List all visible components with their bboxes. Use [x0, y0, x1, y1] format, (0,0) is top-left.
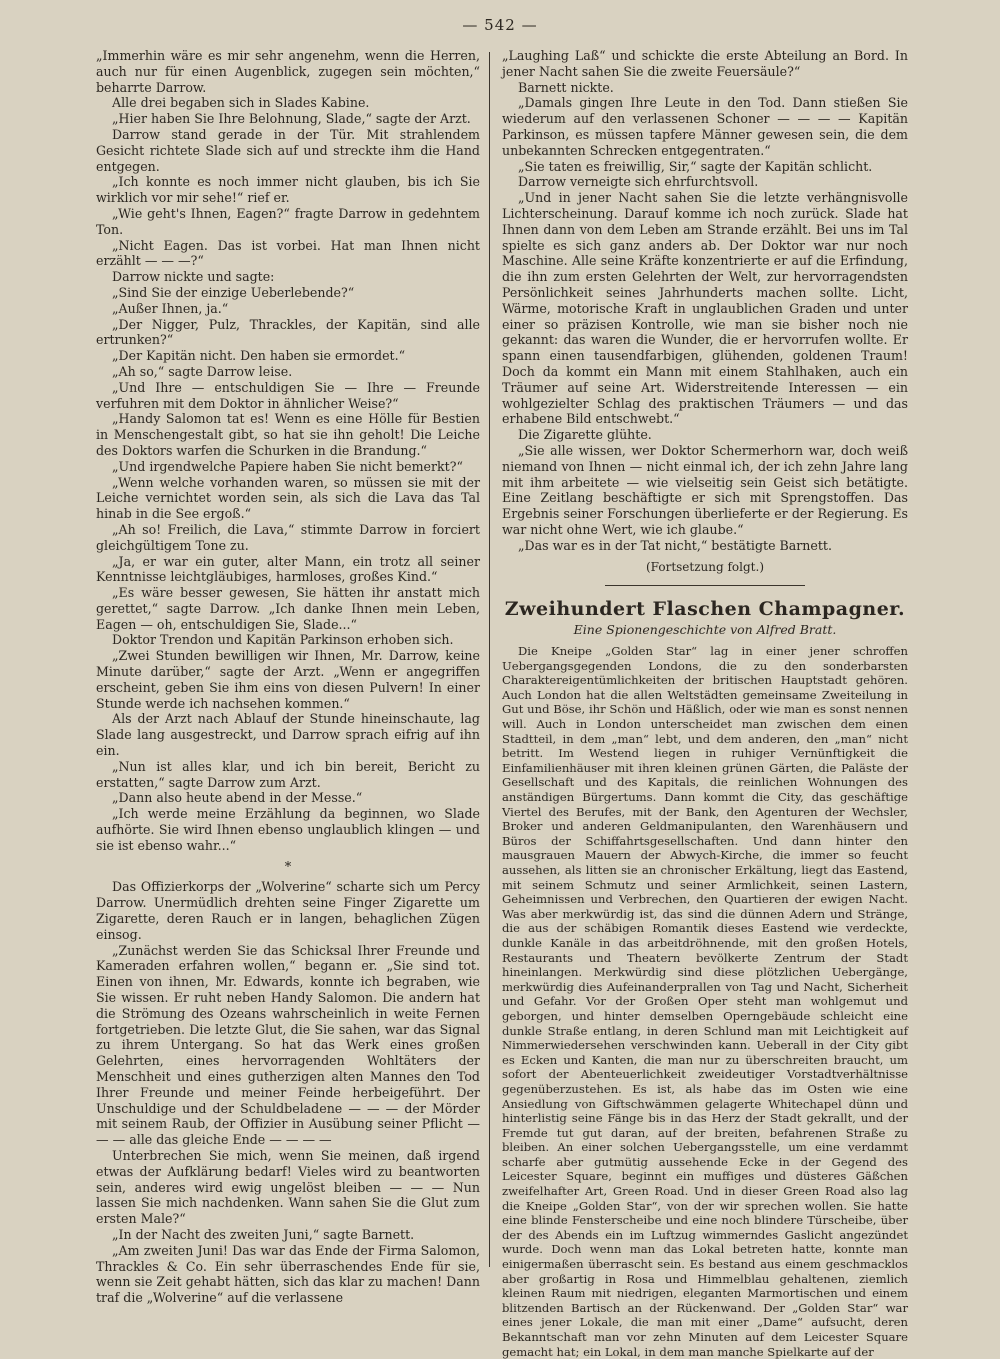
- paragraph: „Sie alle wissen, wer Doktor Schermerhorn war, doch weiß niemand von Ihnen — nicht einmal ich, der ich zehn Jahre lang mit ihm arbeitete — wie vielseitig sein Geist sich betätigte. Eine Zeitlang beschäftigte er sich mit Sprengstoffen. Das Ergebnis seiner Forschungen überlieferte er der Regierung. Es war nicht ohne Wert, wie ich glaube.“: [502, 442, 908, 537]
- story-body: [502, 644, 908, 1359]
- left-column-text: [96, 48, 480, 854]
- right-column: [502, 48, 908, 1359]
- paragraph: Darrow verneigte sich ehrfurchtsvoll.: [518, 174, 759, 190]
- paragraph: „Wie geht's Ihnen, Eagen?“ fragte Darrow in gedehntem Ton.: [96, 205, 480, 237]
- paragraph: „Wenn welche vorhanden waren, so müssen sie mit der Leiche vernichtet worden sein, als sich die Lava das Tal hinab in die See ergoß.“: [96, 474, 480, 522]
- continued-note: (Fortsetzung folgt.): [646, 559, 764, 574]
- paragraph: „Sie taten es freiwillig, Sir,“ sagte der Kapitän schlicht.: [518, 158, 873, 174]
- right-column-text: [502, 48, 908, 554]
- paragraph: „Laughing Laß“ und schickte die erste Abteilung an Bord. In jener Nacht sahen Sie die zweite Feuersäule?“: [502, 48, 908, 79]
- paragraph: „Ich konnte es noch immer nicht glauben, bis ich Sie wirklich vor mir sehe!“ rief er.: [96, 174, 480, 206]
- paragraph: „Sind Sie der einzige Ueberlebende?“: [112, 284, 355, 300]
- column-divider: [489, 52, 490, 1267]
- paragraph: Alle drei begaben sich in Slades Kabine.: [112, 95, 370, 111]
- paragraph: „In der Nacht des zweiten Juni,“ sagte Barnett.: [112, 1226, 415, 1242]
- paragraph: „Außer Ihnen, ja.“: [112, 300, 229, 316]
- paragraph: „Der Nigger, Pulz, Thrackles, der Kapitän, sind alle ertrunken?“: [96, 316, 480, 348]
- section-break: *: [284, 859, 292, 875]
- paragraph: „Ja, er war ein guter, alter Mann, ein trotz all seiner Kenntnisse leichtgläubiges, harmloses, großes Kind.“: [96, 553, 480, 585]
- story-subtitle: Eine Spionengeschichte von Alfred Bratt.: [573, 622, 837, 638]
- paragraph: „Das war es in der Tat nicht,“ bestätigte Barnett.: [518, 537, 832, 553]
- paragraph: „Zwei Stunden bewilligen wir Ihnen, Mr. Darrow, keine Minute darüber,“ sagte der Arzt. „Wenn er angegriffen erscheint, geben Sie ihm eins von diesen Pulvern! In einer Stunde werde ich nachsehen kommen.“: [96, 648, 480, 711]
- paragraph: Darrow nickte und sagte:: [112, 269, 275, 285]
- paragraph: „Nun ist alles klar, und ich bin bereit, Bericht zu erstatten,“ sagte Darrow zum Arzt.: [96, 758, 480, 790]
- paragraph: Das Offizierkorps der „Wolverine“ scharte sich um Percy Darrow. Unermüdlich drehten seine Finger Zigarette um Zigarette, deren Rauch er in langen, behaglichen Zügen einsog.: [96, 879, 480, 942]
- paragraph: „Damals gingen Ihre Leute in den Tod. Dann stießen Sie wiederum auf den verlassenen Schoner — — — — Kapitän Parkinson, es müssen tapfere Männer gewesen sein, die dem unbekannten Schrecken entgegentraten.“: [502, 95, 908, 158]
- paragraph: „Der Kapitän nicht. Den haben sie ermordet.“: [112, 348, 406, 364]
- page-number: — 542 —: [462, 16, 538, 34]
- story-title: Zweihundert Flaschen Champagner.: [504, 598, 906, 621]
- paragraph: „Zunächst werden Sie das Schicksal Ihrer Freunde und Kameraden erfahren wollen,“ begann er. „Sie sind tot. Einen von ihnen, Mr. Edwards, konnte ich begraben, wie Sie wissen. Er ruht neben Handy Salomon. Die andern hat die Strömung des Ozeans wahrscheinlich in weite Fernen fortgetrieben. Die letzte Glut, die Sie sahen, war das Signal zu ihrem Untergang. So hat das Werk eines großen Gelehrten, eines hervorragenden Wohltäters der Menschheit und eines gutherzigen alten Mannes den Tod Ihrer Freunde und meiner Feinde herbeigeführt. Der Unschuldige und der Schuldbeladene — — — der Mörder mit seinem Raub, der Offizier in Ausübung seiner Pflicht — — — alle das gleiche Ende — — — —: [96, 942, 480, 1148]
- paragraph: Unterbrechen Sie mich, wenn Sie meinen, daß irgend etwas der Aufklärung bedarf! Vieles wird zu beantworten sein, anderes wird ewig ungelöst bleiben — — — Nun lassen Sie mich nachdenken. Wann sahen Sie die Glut zum ersten Male?“: [96, 1147, 480, 1227]
- paragraph: „Und in jener Nacht sahen Sie die letzte verhängnisvolle Lichterscheinung. Darauf komme ich noch zurück. Slade hat Ihnen dann von dem Leben am Strande erzählt. Bei uns im Tal spielte es sich ganz anders ab. Der Doktor war nur noch Maschine. Alle seine Kräfte konzentrierte er auf die Erfindung, die ihn zum ersten Gelehrten der Welt, zur hervorragendsten Persönlichkeit seines Jahrhunderts machen sollte. Licht, Wärme, motorische Kraft in unglaublichen Graden und unter einer so präzisen Kontrolle, wie man sie bisher noch nie gekannt: das waren die Wunder, die er hervorrufen wollte. Er spann einen tausendfarbigen, glühenden, goldenen Traum! Doch da kommt ein Mann mit einem Stahlhaken, auch ein Träumer auf seine Art. Widerstreitende Interessen — ein wohlgezielter Schlag des praktischen Träumers — und das erhabene Bild entschwebt.“: [502, 190, 908, 427]
- paragraph: Barnett nickte.: [518, 79, 614, 95]
- paragraph: „Ah so,“ sagte Darrow leise.: [112, 363, 293, 379]
- paragraph: Die Kneipe „Golden Star“ lag in einer jener schroffen Uebergangsgegenden Londons, die zu den sonderbarsten Charaktereigentümlichkeiten der britischen Hauptstadt gehören. Auch London hat die allen Weltstädten gemeinsame Zweiteilung in Gut und Böse, ihr Schön und Häßlich, oder wie man es sonst nennen will. Auch in London unterscheidet man zwischen dem einen Stadtteil, in dem „man“ lebt, und dem anderen, den „man“ nicht betritt. Im Westend liegen in ruhiger Vernünftigkeit die Einfamilienhäuser mit ihren kleinen grünen Gärten, die Paläste der Gesellschaft und des Kapitals, die reinlichen Wohnungen des anständigen Bürgertums. Dann kommt die City, das geschäftige Viertel des Berufes, mit der Bank, den Agenturen der Wechsler, Broker und anderen Geldmanipulanten, den Warenhäusern und Büros der Schiffahrtsgesellschaften. Und dann hinter den mausgrauen Mauern der Abwych-Kirche, die immer so feucht aussehen, als litten sie an chronischer Erkältung, liegt das Eastend, mit seinem Schmutz und seiner Armlichkeit, seinen Lastern, Geheimnissen und Verbrechen, den Quartieren der ewigen Nacht. Was aber merkwürdig ist, das sind die dünnen Adern und Stränge, die aus der schäbigen Romantik dieses Eastend wie verdeckte, dunkle Kanäle in das arbeitdröhnende, mit den großen Hotels, Restaurants und Theatern bevölkerte Zentrum der Stadt hineinlangen. Merkwürdig sind diese plötzlichen Uebergänge, merkwürdig dies Aufeinanderprallen von Tag und Nacht, Sicherheit und Gefahr. Vor der Großen Oper steht man wohlgemut und geborgen, und hinter demselben Operngebäude schleicht eine dunkle Straße entlang, in deren Schlund man mit Leichtigkeit auf Nimmerwiedersehen verschwinden kann. Ueberall in der City gibt es Ecken und Kanten, die man nur zu überschreiten braucht, um sofort der Abenteuerlichkeit zweideutiger Vorstadtverhältnisse gegenüberzustehen. Es ist, als habe das im Osten wie eine Ansiedlung von Giftschwämmen gelagerte Whitechapel dünn und hinterlistig seine Fänge bis in das Herz der Stadt gekrallt, und der Fremde tut gut daran, auf der breiten, befahrenen Straße zu bleiben. An einer solchen Uebergangsstelle, um eine verdammt scharfe aber gutmütig aussehende Ecke in der Gegend des Leicester Square, beginnt ein muffiges und düsteres Gäßchen zweifelhafter Art, Green Road. Und in dieser Green Road also lag die Kneipe „Golden Star“, von der wir sprechen wollen. Sie hatte eine blinde Fensterscheibe und eine noch blindere Türscheibe, über der des Abends ein im Luftzug wimmerndes Gaslicht angezündet wurde. Doch wenn man das Lokal betreten hatte, konnte man einigermaßen überrascht sein. Es bestand aus einem geschmacklos aber großartig in Rosa und Himmelblau gehaltenen, ziemlich kleinen Raum mit niedrigen, eleganten Marmortischen und einem blitzenden Bartisch an der Rückenwand. Der „Golden Star“ war eines jener Lokale, die man mit einer „Dame“ aufsucht, deren Bekanntschaft man vor zehn Minuten auf dem Leicester Square gemacht hat; ein Lokal, in dem man manche Spielkarte auf der: [502, 644, 908, 1359]
- paragraph: Als der Arzt nach Ablauf der Stunde hineinschaute, lag Slade lang ausgestreckt, und Darrow sprach eifrig auf ihn ein.: [96, 711, 480, 759]
- paragraph: „Handy Salomon tat es! Wenn es eine Hölle für Bestien in Menschengestalt gibt, so hat sie ihn geholt! Die Leiche des Doktors warfen die Schurken in die Brandung.“: [96, 411, 480, 458]
- paragraph: „Immerhin wäre es mir sehr angenehm, wenn die Herren, auch nur für einen Augenblick, zugegen sein möchten,“ beharrte Darrow.: [96, 48, 480, 95]
- story-separator: [605, 585, 805, 586]
- left-column: [96, 48, 480, 1306]
- paragraph: „Hier haben Sie Ihre Belohnung, Slade,“ sagte der Arzt.: [112, 111, 471, 127]
- paragraph: Die Zigarette glühte.: [518, 427, 652, 443]
- paragraph: „Ah so! Freilich, die Lava,“ stimmte Darrow in forciert gleichgültigem Tone zu.: [96, 521, 480, 553]
- paragraph: Doktor Trendon und Kapitän Parkinson erhoben sich.: [112, 632, 454, 648]
- paragraph: „Am zweiten Juni! Das war das Ende der Firma Salomon, Thrackles & Co. Ein sehr überraschendes Ende für sie, wenn sie Zeit gehabt hätten, sich das klar zu machen! Dann traf die „Wolverine“ auf die verlassene: [96, 1242, 480, 1306]
- paragraph: „Dann also heute abend in der Messe.“: [112, 790, 363, 806]
- paragraph: „Nicht Eagen. Das ist vorbei. Hat man Ihnen nicht erzählt — — —?“: [96, 237, 480, 269]
- paragraph: Darrow stand gerade in der Tür. Mit strahlendem Gesicht richtete Slade sich auf und streckte ihm die Hand entgegen.: [96, 126, 480, 174]
- paragraph: „Und irgendwelche Papiere haben Sie nicht bemerkt?“: [112, 458, 463, 474]
- paragraph: „Es wäre besser gewesen, Sie hätten ihr anstatt mich gerettet,“ sagte Darrow. „Ich danke Ihnen mein Leben, Eagen — oh, entschuldigen Sie, Slade...“: [96, 585, 480, 632]
- paragraph: „Ich werde meine Erzählung da beginnen, wo Slade aufhörte. Sie wird Ihnen ebenso unglaublich klingen — und sie ist ebenso wahr...“: [96, 806, 480, 853]
- paragraph: „Und Ihre — entschuldigen Sie — Ihre — Freunde verfuhren mit dem Doktor in ähnlicher Weise?“: [96, 379, 480, 411]
- left-column-text-after-break: [96, 879, 480, 1306]
